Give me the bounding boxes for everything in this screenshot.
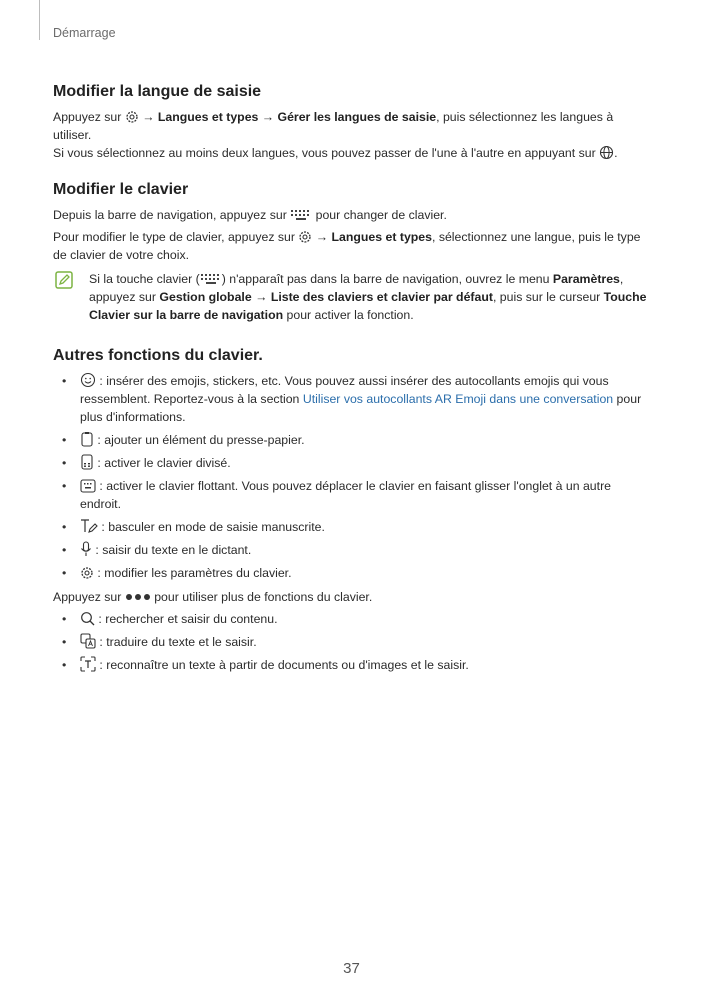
paragraph-input-language [53,108,653,162]
text: , appuyez sur [89,272,624,304]
keyboard-icon [200,272,222,286]
text: . [614,146,618,160]
text: ) n'apparaît pas dans la barre de navigation, ouvrez le menu [221,272,553,286]
menu-keyboard-nav-toggle: Touche Clavier sur la barre de navigation [89,290,647,322]
menu-keyboard-list: Liste des claviers et clavier par défaut [270,290,493,304]
text: Si vous sélectionnez au moins deux langues, vous pouvez passer de l'une à l'autre en appuyant sur [53,146,600,160]
paragraph-change-keyboard-type [53,228,653,264]
menu-settings: Paramètres [552,272,620,286]
link-ar-emoji-section[interactable]: Utiliser vos autocollants AR Emoji dans une conversation [302,392,614,406]
text: Appuyez sur [53,110,125,124]
text: , sélectionnez une langue, puis le type de clavier de votre choix. [53,230,641,262]
arrow: → [251,290,271,304]
text: : reconnaître un texte à partir de documents ou d'images et le saisir. [96,658,469,672]
gear-icon [298,230,312,244]
keyboard-functions-list [53,372,653,582]
text: : saisir du texte en le dictant. [92,543,252,557]
page-number: 37 [343,960,360,977]
heading-change-input-language: Modifier la langue de saisie [53,83,262,100]
text: : ajouter un élément du presse-papier. [94,433,305,447]
keyboard-icon [290,208,312,222]
more-options-icon [125,592,151,602]
menu-path-languages-types: Langues et types [157,110,259,124]
text: Pour modifier le type de clavier, appuyez sur [53,230,299,244]
more-functions-list [53,610,653,674]
menu-general-management: Gestion globale [159,290,252,304]
list-item [80,656,653,674]
section-header: Démarrage [53,26,116,40]
handwriting-icon [80,518,98,534]
paragraph-more-functions [53,588,653,606]
text: : rechercher et saisir du contenu. [95,612,278,626]
heading-change-keyboard: Modifier le clavier [53,181,189,198]
microphone-icon [80,541,92,557]
text: : insérer des emojis, stickers, etc. Vous pouvez aussi insérer des autocollants emojis qui vous ressemblent. Reportez-vous à la section [80,374,609,406]
text: pour utiliser plus de fonctions du clavier. [150,590,373,604]
list-item [80,610,653,628]
text: : activer le clavier flottant. Vous pouvez déplacer le clavier en faisant glisser l'onglet à un autre endroit. [80,479,611,511]
text: , puis sélectionnez les langues à utiliser. [53,110,614,142]
text: : traduire du texte et le saisir. [96,635,257,649]
heading-other-keyboard-functions: Autres fonctions du clavier. [53,347,263,364]
note-block [53,270,653,324]
split-keyboard-icon [80,454,94,470]
text: : modifier les paramètres du clavier. [94,566,292,580]
text: pour changer de clavier. [312,208,447,222]
text: pour activer la fonction. [283,308,414,322]
note-icon [55,271,73,289]
menu-path-languages-types: Langues et types [331,230,432,244]
list-item [80,633,653,651]
clipboard-icon [80,431,94,447]
globe-icon [599,145,614,160]
text: : activer le clavier divisé. [94,456,231,470]
text: Si la touche clavier ( [89,272,200,286]
arrow: → [312,230,332,244]
text: Appuyez sur [53,590,125,604]
search-icon [80,611,95,626]
text: , puis sur le curseur [492,290,604,304]
translate-icon [80,633,96,649]
arrow: → [138,110,158,124]
gear-icon [80,566,94,580]
floating-keyboard-icon [80,479,96,493]
list-item [80,518,653,536]
list-item [80,477,653,513]
text-recognition-icon [80,656,96,672]
list-item [80,541,653,559]
list-item [80,372,653,426]
arrow: → [258,110,278,124]
emoji-icon [80,372,96,388]
page-content [53,82,653,679]
text: : basculer en mode de saisie manuscrite. [98,520,325,534]
paragraph-change-keyboard-nav [53,206,653,224]
menu-path-manage-languages: Gérer les langues de saisie [277,110,437,124]
text: pour plus d'informations. [80,392,642,424]
list-item [80,564,653,582]
list-item [80,454,653,472]
list-item [80,431,653,449]
gear-icon [125,110,139,124]
header-rule [39,0,40,40]
text: Depuis la barre de navigation, appuyez sur [53,208,291,222]
